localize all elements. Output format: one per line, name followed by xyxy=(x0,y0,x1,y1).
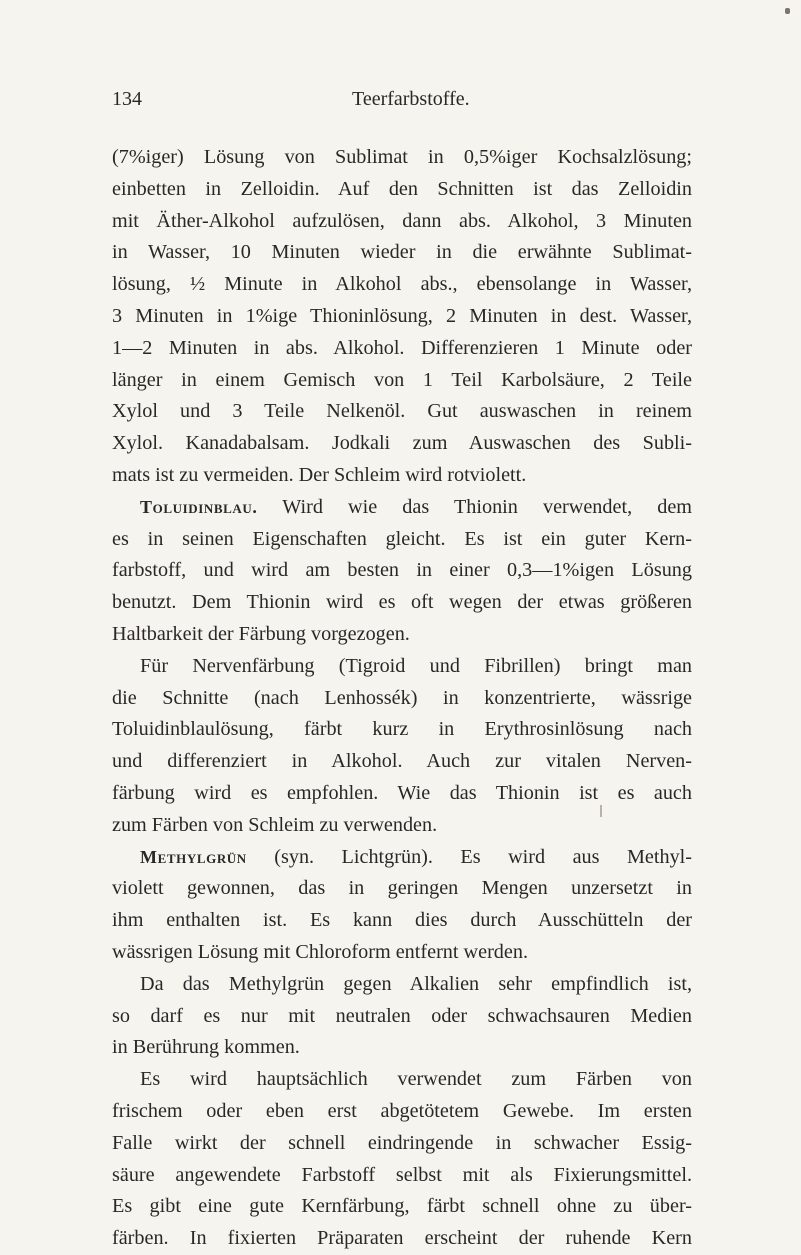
text-line: es in seinen Eigenschaften gleicht. Es ist ein guter Kern- xyxy=(112,527,692,550)
text-line: und differenziert in Alkohol. Auch zur vitalen Nerven- xyxy=(112,750,692,773)
text-line: färbung wird es empfohlen. Wie das Thionin ist es auch xyxy=(112,781,692,804)
text-line: in Berührung kommen. xyxy=(112,1036,300,1059)
text-line: (7%iger) Lösung von Sublimat in 0,5%iger Kochsalzlösung; xyxy=(112,146,692,168)
section-heading-methylgruen: Methylgrün xyxy=(140,846,247,867)
text-fragment: (syn. Lichtgrün). Es wird aus Methyl- xyxy=(274,845,692,868)
text-line: farbstoff, und wird am besten in einer 0,3—1%igen Lösung xyxy=(112,559,692,582)
text-line: Falle wirkt der schnell eindringende in schwacher Essig- xyxy=(112,1131,692,1154)
text-line: Xylol und 3 Teile Nelkenöl. Gut auswaschen in reinem xyxy=(112,400,692,423)
text-line-with-heading xyxy=(112,492,692,524)
text-line: ihm enthalten ist. Es kann dies durch Ausschütteln der xyxy=(112,909,692,932)
text-line: so darf es nur mit neutralen oder schwachsauren Medien xyxy=(112,1004,692,1027)
text-line: färben. In fixierten Präparaten erscheint der ruhende Kern xyxy=(112,1227,692,1250)
text-line: mit Äther-Alkohol aufzulösen, dann abs. Alkohol, 3 Minuten xyxy=(112,209,692,232)
text-line: zum Färben von Schleim zu verwenden. xyxy=(112,813,438,836)
text-line: Da das Methylgrün gegen Alkalien sehr empfindlich ist, xyxy=(140,972,692,995)
text-line: Für Nervenfärbung (Tigroid und Fibrillen) bringt man xyxy=(140,654,692,677)
page-number: 134 xyxy=(112,88,142,110)
text-line: säure angewendete Farbstoff selbst mit als Fixierungsmittel. xyxy=(112,1163,692,1186)
body-text xyxy=(112,142,692,1255)
text-line: lösung, ½ Minute in Alkohol abs., ebensolange in Wasser, xyxy=(112,273,692,296)
text-line: Es wird hauptsächlich verwendet zum Färben von xyxy=(140,1068,692,1091)
text-line: frischem oder eben erst abgetötetem Gewebe. Im ersten xyxy=(112,1099,692,1122)
corner-mark xyxy=(785,8,790,14)
text-line: Toluidinblaulösung, färbt kurz in Erythrosinlösung nach xyxy=(112,718,692,741)
text-line: einbetten in Zelloidin. Auf den Schnitten ist das Zelloidin xyxy=(112,177,692,200)
text-line: Xylol. Kanadabalsam. Jodkali zum Auswaschen des Subli- xyxy=(112,432,692,455)
text-line: in Wasser, 10 Minuten wieder in die erwähnte Sublimat- xyxy=(112,241,692,264)
text-line: die Schnitte (nach Lenhossék) in konzentrierte, wässrige xyxy=(112,686,692,709)
text-line: wässrigen Lösung mit Chloroform entfernt werden. xyxy=(112,940,528,963)
text-line: mats ist zu vermeiden. Der Schleim wird rotviolett. xyxy=(112,463,527,486)
text-line: benutzt. Dem Thionin wird es oft wegen der etwas größeren xyxy=(112,591,692,614)
text-line-with-heading xyxy=(112,842,692,874)
text-line: Haltbarkeit der Färbung vorgezogen. xyxy=(112,622,410,645)
page-header xyxy=(112,88,686,120)
running-title: Teerfarbstoffe. xyxy=(352,88,470,110)
text-line: länger in einem Gemisch von 1 Teil Karbolsäure, 2 Teile xyxy=(112,368,692,391)
section-heading-toluidinblau: Toluidinblau. xyxy=(140,496,258,517)
text-line: Es gibt eine gute Kernfärbung, färbt schnell ohne zu über- xyxy=(112,1195,692,1218)
text-line: 3 Minuten in 1%ige Thioninlösung, 2 Minuten in dest. Wasser, xyxy=(112,304,692,327)
text-fragment: Wird wie das Thionin verwendet, dem xyxy=(282,495,692,518)
text-line: violett gewonnen, das in geringen Mengen unzersetzt in xyxy=(112,877,692,900)
text-line: 1—2 Minuten in abs. Alkohol. Differenzieren 1 Minute oder xyxy=(112,336,692,359)
